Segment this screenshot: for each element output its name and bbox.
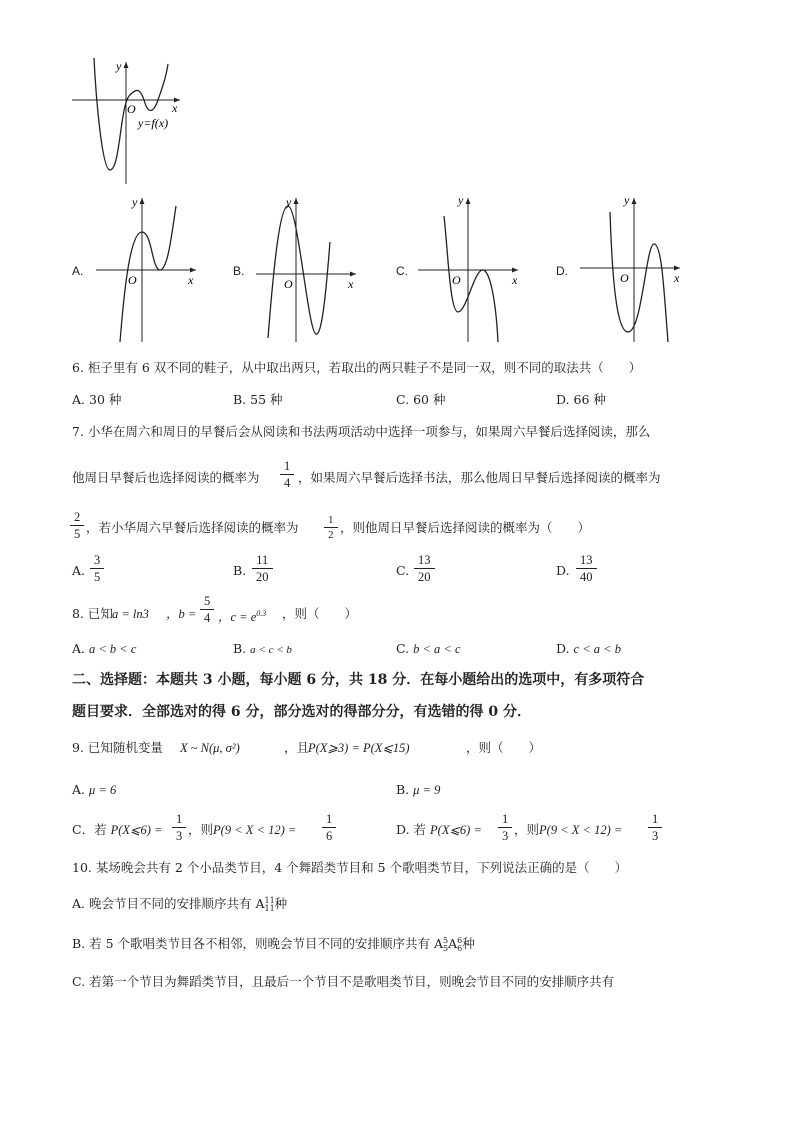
graph-option-c-letter[interactable]: C. (396, 264, 408, 278)
q8-option-c[interactable] (396, 641, 461, 657)
option-text: μ = 9 (413, 783, 441, 797)
q7-fraction-1-4 (282, 459, 292, 490)
denominator: 3 (176, 829, 183, 843)
q9-option-d-frac1 (500, 812, 510, 843)
option-text-end: 种 (274, 896, 288, 911)
perm-sup: 6 (457, 935, 463, 945)
numerator: 11 (256, 553, 269, 567)
fraction-bar (322, 827, 336, 828)
graph-a-origin-label: O (128, 273, 137, 287)
fraction-bar (414, 568, 435, 569)
option-text: 66 种 (573, 392, 606, 407)
q9-option-d[interactable] (396, 822, 482, 838)
q7-line3-a: ，若小华周六早餐后选择阅读的概率为 (86, 520, 299, 535)
denominator: 20 (418, 570, 431, 584)
numerator: 1 (652, 812, 659, 826)
graph-option-b-letter[interactable]: B. (233, 264, 245, 278)
numerator: 2 (74, 510, 81, 524)
option-letter: A. (72, 641, 86, 656)
q8-option-d[interactable] (556, 641, 621, 657)
option-letter: B. (396, 782, 410, 797)
denominator: 5 (94, 570, 101, 584)
perm-sup: 5 (443, 935, 449, 945)
section2-heading-line2: 题目要求．全部选对的得 6 分，部分选对的得部分分，有选错的得 0 分． (72, 704, 531, 720)
q9-option-d-mid (514, 822, 622, 838)
fraction-bar (576, 568, 597, 569)
graph-c-x-label: x (512, 273, 518, 287)
graph-d-origin-label: O (620, 271, 629, 285)
q9-distribution: X ~ N(μ, σ²) (180, 741, 240, 755)
q7-line2-a: 他周日早餐后也选择阅读的概率为 (72, 470, 260, 485)
q10-stem: 10. 某场晚会共有 2 个小品类节目，4 个舞蹈类节目和 5 个歌唱类节目，下列说法正确的是（ ） (72, 860, 628, 875)
perm-sub: 5 (443, 943, 449, 953)
option-text: b < a < c (413, 642, 461, 656)
option-text: μ = 6 (89, 783, 117, 797)
option-mid: ，则 (514, 822, 540, 837)
fraction-bar (498, 827, 512, 828)
option-text-end: 种 (462, 936, 475, 951)
perm-symbol: A (434, 936, 444, 951)
graph-option-a-letter[interactable]: A. (72, 264, 84, 278)
option-letter: D. 若 (396, 822, 427, 837)
q6-option-a[interactable] (72, 392, 121, 408)
q6-stem: 6. 柜子里有 6 双不同的鞋子，从中取出两只，若取出的两只鞋子不是同一双，则不同的取法共（ ） (72, 360, 642, 375)
q7-option-a-letter[interactable]: A. (72, 563, 86, 578)
q9-option-c-mid (188, 822, 296, 838)
fraction-bar (648, 827, 662, 828)
perm-sup: 11 (264, 895, 275, 905)
denominator: 2 (328, 529, 334, 541)
graph-d-y-label: y (624, 193, 630, 207)
denominator: 40 (580, 570, 593, 584)
q8-option-b[interactable] (233, 641, 292, 658)
graph-b-origin-label: O (284, 277, 293, 291)
numerator: 1 (326, 812, 333, 826)
fraction-bar (70, 525, 84, 526)
option-text: 55 种 (250, 392, 283, 407)
main-origin-label: O (127, 102, 136, 116)
option-letter: C．若 (72, 822, 107, 837)
numerator: 1 (502, 812, 509, 826)
fraction-bar (90, 568, 104, 569)
option-letter: C. (396, 641, 410, 656)
main-x-label: x (172, 101, 178, 115)
denominator: 4 (284, 476, 291, 490)
option-mid: ，则 (188, 822, 214, 837)
fraction-bar (252, 568, 273, 569)
q8-b-fraction (202, 594, 212, 625)
q9-option-b[interactable] (396, 782, 440, 798)
fraction-bar (324, 527, 338, 528)
option-expr: P(X⩽6) = (430, 823, 482, 837)
option-text: 30 种 (89, 392, 122, 407)
q9-option-c[interactable] (72, 822, 162, 838)
denominator: 20 (256, 570, 269, 584)
main-function-graph (70, 58, 190, 186)
q10-option-c[interactable]: C. 若第一个节目为舞蹈类节目，且最后一个节目不是歌唱类节目，则晚会节目不同的安排顺序共有 (72, 974, 615, 989)
q9-option-a[interactable] (72, 782, 116, 798)
graph-option-c[interactable] (414, 192, 526, 344)
numerator: 13 (580, 553, 593, 567)
c-base: ，c = e (218, 610, 257, 625)
graph-c-y-label: y (458, 193, 464, 207)
perm-sub: 11 (264, 903, 275, 913)
option-text: A. 晚会节目不同的安排顺序共有 (72, 896, 256, 911)
option-text: a < b < c (89, 642, 137, 656)
graph-b-x-label: x (348, 277, 354, 291)
option-letter: B. (233, 641, 247, 656)
q8-stem-b: ，则（ ） (282, 606, 358, 621)
graph-option-d[interactable] (576, 192, 688, 344)
fraction-bar (280, 474, 294, 475)
q7-option-d[interactable] (578, 553, 595, 584)
q9-stem-b: ，且 (284, 740, 310, 755)
q7-line3-b: ，则他周日早餐后选择阅读的概率为（ ） (340, 520, 591, 535)
q7-line1: 7. 小华在周六和周日的早餐后会从阅读和书法两项活动中选择一项参与，如果周六早餐后选择阅读，那么 (72, 424, 651, 439)
denominator: 3 (502, 829, 509, 843)
option-letter: D. (556, 641, 570, 656)
option-letter: D. (556, 392, 570, 407)
q10-option-b[interactable] (72, 936, 475, 953)
q9-option-c-frac2 (324, 812, 334, 843)
graph-option-d-letter[interactable]: D. (556, 264, 568, 278)
fraction-bar (200, 609, 214, 610)
option-letter: C. (396, 392, 410, 407)
q8-c-expr (218, 606, 266, 625)
q8-a-expr: a = ln3 (112, 607, 149, 621)
option-text: B. 若 5 个歌唱类节目各不相邻，则晚会节目不同的安排顺序共有 (72, 936, 435, 951)
c-exponent: 0.3 (256, 609, 267, 618)
q6-option-d[interactable] (556, 392, 606, 408)
graph-b-y-label: y (286, 195, 292, 209)
main-function-label: y=f(x) (138, 116, 169, 130)
section2-heading-line1: 二、选择题：本题共 3 小题，每小题 6 分，共 18 分．在每小题给出的选项中，有多项符合 (72, 672, 645, 688)
option-expr2: P(9 < X < 12) = (213, 823, 297, 837)
denominator: 5 (74, 527, 81, 541)
numerator: 13 (418, 553, 431, 567)
perm-sub: 6 (457, 943, 463, 953)
option-text: a < c < b (250, 644, 292, 656)
option-text: 60 种 (413, 392, 446, 407)
q6-option-b[interactable] (233, 392, 283, 408)
graph-d-x-label: x (674, 271, 680, 285)
option-letter: A. (72, 782, 86, 797)
graph-a-y-label: y (132, 195, 138, 209)
numerator: 1 (328, 514, 334, 526)
q8-b-expr: ，b = (166, 607, 197, 621)
numerator: 3 (94, 553, 101, 567)
q8-option-a[interactable] (72, 641, 136, 657)
denominator: 3 (652, 829, 659, 843)
option-text: c < a < b (573, 642, 621, 656)
graph-option-a[interactable] (92, 192, 204, 344)
q7-option-b-letter[interactable]: B. (233, 563, 247, 578)
graph-c-origin-label: O (452, 273, 461, 287)
denominator: 6 (326, 829, 333, 843)
perm-symbol: A (255, 896, 265, 911)
option-letter: A. (72, 392, 86, 407)
main-y-label: y (116, 59, 122, 73)
q9-option-c-frac1 (174, 812, 184, 843)
q7-option-d-letter[interactable]: D. (556, 563, 570, 578)
option-expr: P(X⩽6) = (110, 823, 163, 837)
fraction-bar (172, 827, 186, 828)
q7-option-b[interactable] (254, 553, 271, 584)
q9-stem-c: ，则（ ） (466, 740, 542, 755)
q8-stem-a: 8. 已知 (72, 606, 113, 621)
numerator: 1 (284, 459, 291, 473)
q7-line2-b: ，如果周六早餐后选择书法，那么他周日早餐后选择阅读的概率为 (298, 470, 661, 485)
q7-option-a[interactable] (92, 553, 102, 584)
graph-option-b[interactable] (252, 192, 364, 344)
q9-condition: P(X⩾3) = P(X⩽15) (308, 741, 410, 755)
q9-stem-a: 9. 已知随机变量 (72, 740, 163, 755)
perm-symbol: A (448, 936, 458, 951)
q10-option-a[interactable] (72, 896, 287, 913)
option-letter: B. (233, 392, 247, 407)
q7-option-c[interactable] (416, 553, 433, 584)
q7-option-c-letter[interactable]: C. (396, 563, 410, 578)
denominator: 4 (204, 611, 211, 625)
graph-a-x-label: x (188, 273, 194, 287)
q9-option-d-frac2 (650, 812, 660, 843)
option-expr2: P(9 < X < 12) = (539, 823, 623, 837)
q7-fraction-2-5 (72, 510, 82, 541)
q6-option-c[interactable] (396, 392, 445, 408)
numerator: 1 (176, 812, 183, 826)
numerator: 5 (204, 594, 211, 608)
q7-fraction-1-2 (326, 514, 336, 541)
